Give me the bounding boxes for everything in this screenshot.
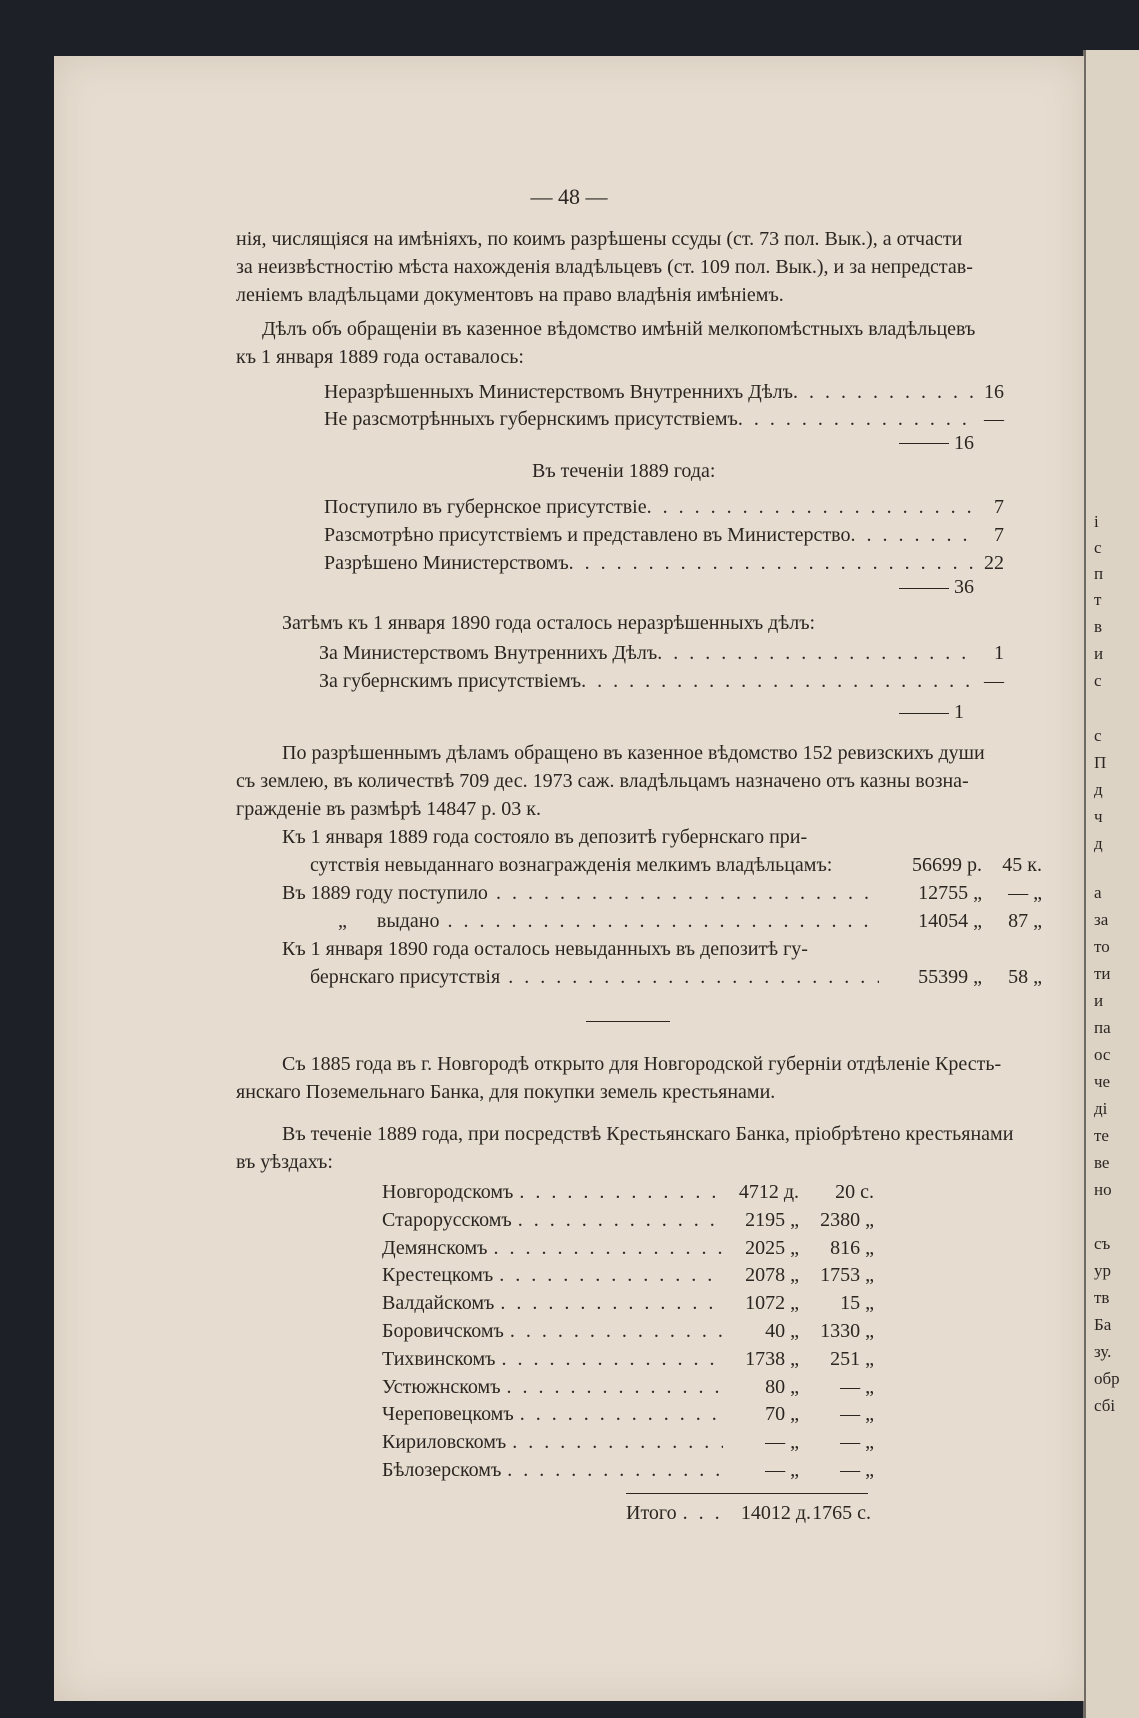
during-item-2-label: Разсмотрѣно присутствіемъ и представлено въ Министерство — [324, 524, 851, 546]
facing-page-fragment: па — [1094, 1018, 1111, 1037]
facing-page-fragment: т — [1094, 590, 1102, 609]
end-total: 1 — [954, 701, 964, 723]
purchase-des: 4712 д. — [738, 1181, 799, 1203]
start-item-2-value: — — [984, 408, 1004, 430]
leader-dots — [510, 1320, 723, 1343]
end-item-2 — [319, 670, 1004, 693]
purchase-row — [382, 1237, 874, 1260]
start-item-1-value: 16 — [984, 381, 1004, 403]
facing-page-fragment: и — [1094, 644, 1104, 663]
purchase-row — [382, 1181, 874, 1204]
purchase-sazh: — „ — [840, 1403, 874, 1426]
purchase-des: 70 „ — [765, 1403, 799, 1426]
leader-dots — [569, 552, 974, 575]
purchase-line-2: въ уѣздахъ: — [236, 1151, 333, 1173]
leader-dots — [519, 1181, 723, 1204]
end-line: Затѣмъ къ 1 января 1890 года осталось неразрѣшенныхъ дѣлъ: — [282, 612, 816, 634]
leader-dots — [448, 910, 879, 933]
leader-dots — [657, 642, 974, 665]
intro-line-2: за неизвѣстностію мѣста нахожденія владѣльцевъ (ст. 109 пол. Вык.), и за непредстав- — [236, 256, 973, 278]
purchase-sazh: — „ — [840, 1431, 874, 1454]
purchase-sazh: 20 с. — [835, 1181, 874, 1203]
purchase-sazh: — „ — [840, 1459, 874, 1481]
facing-page-fragment: ур — [1094, 1261, 1111, 1280]
facing-page-fragment: ос — [1094, 1045, 1111, 1064]
deposit-row-3-rub: 14054 „ — [918, 910, 982, 932]
purchase-row — [382, 1403, 874, 1426]
facing-page-fragment: в — [1094, 617, 1103, 636]
bank-line-1: Съ 1885 года въ г. Новгородѣ открыто для Новгородской губерніи отдѣленіе Кресть- — [282, 1053, 1002, 1075]
deposit-row-4-label: бернскаго присутствія — [310, 966, 501, 988]
leader-dots — [581, 670, 974, 693]
facing-page-fragment: П — [1094, 753, 1107, 772]
total-rule — [626, 1493, 868, 1494]
document-page — [54, 56, 1084, 1701]
deposit-row-3-kop: 87 „ — [1008, 910, 1042, 932]
facing-page-fragment: д — [1094, 780, 1103, 799]
purchase-total-label: Итого — [626, 1502, 677, 1524]
facing-page-fragment: и — [1094, 991, 1104, 1010]
facing-page-fragment: съ — [1094, 1234, 1111, 1253]
during-item-2-value: 7 — [994, 524, 1004, 546]
leader-dots — [496, 882, 879, 905]
deposit-line-1: Къ 1 января 1889 года состояло въ депозитѣ губернскаго при- — [282, 826, 808, 848]
deposit-row-3-label: „ выдано — [338, 910, 440, 932]
page-number: — 48 — — [530, 184, 608, 209]
facing-page-fragment: тв — [1094, 1288, 1110, 1307]
purchase-row — [382, 1320, 874, 1343]
deposit-row-1-rub: 56699 р. — [912, 854, 982, 876]
purchase-des: 40 „ — [765, 1320, 799, 1342]
start-item-2 — [324, 408, 1004, 431]
during-item-1-label: Поступило въ губернское присутствіе — [324, 496, 647, 518]
during-total: 36 — [954, 576, 974, 598]
deposit-row-2-label: Въ 1889 году поступило — [282, 882, 488, 904]
end-item-1 — [319, 642, 1004, 665]
purchase-des: 80 „ — [765, 1375, 799, 1398]
cases-intro-line-2: къ 1 января 1889 года оставалось: — [236, 346, 524, 368]
intro-line-1: нія, числящіяся на имѣніяхъ, по коимъ разрѣшены ссуды (ст. 73 пол. Вык.), а отчасти — [236, 228, 963, 250]
deposit-row-1-label: сутствія невыданнаго вознагражденія мелкимъ владѣльцамъ: — [310, 854, 833, 876]
sum-rule — [899, 588, 949, 589]
purchase-district: Бѣлозерскомъ — [382, 1459, 502, 1481]
purchase-row — [382, 1348, 874, 1371]
deposit-row-2-kop: — „ — [1008, 882, 1042, 904]
leader-dots — [738, 408, 974, 431]
facing-page-fragment: п — [1094, 564, 1104, 583]
deposit-row-4-rub: 55399 „ — [918, 966, 982, 988]
cases-intro-line-1: Дѣлъ объ обращеніи въ казенное вѣдомство имѣній мелкопомѣстныхъ владѣльцевъ — [262, 318, 976, 340]
purchase-district: Кириловскомъ — [382, 1431, 507, 1454]
leader-dots — [512, 1431, 723, 1454]
purchase-sazh: 251 „ — [830, 1347, 874, 1370]
facing-page-fragment: с — [1094, 538, 1102, 557]
facing-page-fragment: сбі — [1094, 1396, 1116, 1415]
purchase-district: Старорусскомъ — [382, 1208, 512, 1231]
facing-page-fragment: ти — [1094, 964, 1111, 983]
purchase-row — [382, 1376, 874, 1399]
facing-page-fragment: і — [1094, 512, 1099, 531]
deposit-line-end: Къ 1 января 1890 года осталось невыданныхъ въ депозитѣ гу- — [282, 938, 808, 960]
purchase-total-sazh: 1765 с. — [812, 1502, 871, 1524]
purchase-district: Тихвинскомъ — [382, 1347, 496, 1370]
purchase-row — [382, 1209, 874, 1232]
section-divider — [586, 1021, 670, 1022]
purchase-des: 2195 „ — [745, 1208, 799, 1231]
facing-page-fragment: а — [1094, 883, 1102, 902]
start-item-1 — [324, 381, 1004, 404]
purchase-row — [382, 1431, 874, 1454]
facing-page-fragment: с — [1094, 726, 1102, 745]
sum-rule — [899, 713, 949, 714]
purchase-sazh: — „ — [840, 1375, 874, 1398]
resolved-line-3: гражденіе въ размѣрѣ 14847 р. 03 к. — [236, 798, 541, 820]
purchase-des: 2078 „ — [745, 1264, 799, 1287]
deposit-row-4-kop: 58 „ — [1008, 966, 1042, 988]
facing-page-fragment: обр — [1094, 1369, 1120, 1388]
purchase-line-1: Въ теченіе 1889 года, при посредствѣ Крестьянскаго Банка, пріобрѣтено крестьянами — [282, 1123, 1014, 1145]
purchase-total-des: 14012 д. — [740, 1502, 811, 1524]
purchase-sazh: 2380 „ — [820, 1208, 874, 1231]
purchase-des: — „ — [765, 1431, 799, 1454]
end-item-2-value: — — [984, 670, 1004, 692]
purchase-district: Устюжнскомъ — [382, 1375, 501, 1398]
purchase-district: Боровичскомъ — [382, 1320, 504, 1342]
purchase-district: Крестецкомъ — [382, 1264, 494, 1287]
resolved-line-1: По разрѣшеннымъ дѣламъ обращено въ казенное вѣдомство 152 ревизскихъ души — [282, 742, 985, 764]
leader-dots — [683, 1502, 725, 1525]
purchase-district: Новгородскомъ — [382, 1181, 514, 1203]
leader-dots — [499, 1264, 723, 1287]
leader-dots — [500, 1292, 723, 1315]
facing-page-fragment: те — [1094, 1126, 1109, 1145]
purchase-district: Череповецкомъ — [382, 1403, 514, 1426]
purchase-sazh: 1753 „ — [820, 1264, 874, 1287]
end-item-1-label: За Министерствомъ Внутреннихъ Дѣлъ — [319, 642, 658, 664]
during-item-3 — [324, 552, 1004, 575]
facing-page-fragment: ч — [1094, 807, 1103, 826]
deposit-row-4 — [282, 966, 1042, 989]
during-item-3-value: 22 — [984, 552, 1004, 574]
resolved-line-2: съ землею, въ количествѣ 709 дес. 1973 саж. владѣльцамъ назначено отъ казны возна- — [236, 770, 969, 792]
deposit-row-2-rub: 12755 „ — [918, 882, 982, 904]
facing-page-fragment: ве — [1094, 1153, 1110, 1172]
purchase-row — [382, 1459, 874, 1482]
during-item-2 — [324, 524, 1004, 547]
purchase-des: 1738 „ — [745, 1347, 799, 1370]
facing-page-fragment: но — [1094, 1180, 1112, 1199]
facing-page-edge — [1083, 50, 1139, 1718]
purchase-sazh: 15 „ — [840, 1292, 874, 1315]
purchase-district: Демянскомъ — [382, 1236, 488, 1259]
start-item-1-label: Неразрѣшенныхъ Министерствомъ Внутреннихъ Дѣлъ — [324, 381, 794, 403]
facing-page-fragment: ді — [1094, 1099, 1108, 1118]
leader-dots — [507, 1376, 723, 1399]
purchase-sazh: 816 „ — [830, 1236, 874, 1259]
during-item-3-label: Разрѣшено Министерствомъ — [324, 552, 569, 574]
leader-dots — [501, 1348, 723, 1371]
deposit-row-2 — [282, 882, 1042, 905]
sum-rule — [899, 443, 949, 444]
end-item-2-label: За губернскимъ присутствіемъ — [319, 670, 582, 692]
during-heading: Въ теченіи 1889 года: — [532, 460, 716, 482]
facing-page-fragment: д — [1094, 834, 1103, 853]
deposit-row-1 — [282, 854, 1042, 877]
during-item-1 — [324, 496, 1004, 519]
during-item-1-value: 7 — [994, 496, 1004, 518]
purchase-row — [382, 1292, 874, 1315]
start-item-2-label: Не разсмотрѣнныхъ губернскимъ присутствіемъ — [324, 408, 738, 430]
purchase-des: 1072 „ — [745, 1292, 799, 1315]
intro-line-3: леніемъ владѣльцами документовъ на право владѣнія имѣніемъ. — [236, 284, 784, 306]
facing-page-fragment: Ба — [1094, 1315, 1112, 1334]
leader-dots — [850, 524, 974, 547]
leader-dots — [793, 381, 974, 404]
facing-page-fragment: че — [1094, 1072, 1111, 1091]
deposit-row-3 — [282, 910, 1042, 933]
end-item-1-value: 1 — [994, 642, 1004, 664]
purchase-sazh: 1330 „ — [820, 1320, 874, 1342]
leader-dots — [518, 1209, 723, 1232]
facing-page-fragment: за — [1094, 910, 1109, 929]
bank-line-2: янскаго Поземельнаго Банка, для покупки земель крестьянами. — [236, 1081, 776, 1103]
start-total: 16 — [954, 432, 974, 454]
leader-dots — [647, 496, 974, 519]
leader-dots — [494, 1237, 723, 1260]
purchase-des: 2025 „ — [745, 1236, 799, 1259]
facing-page-fragment: зу. — [1094, 1342, 1112, 1361]
leader-dots — [508, 966, 879, 989]
deposit-row-1-kop: 45 к. — [1002, 854, 1042, 876]
purchase-row — [382, 1264, 874, 1287]
purchase-total-row — [626, 1502, 871, 1525]
facing-page-fragment: то — [1094, 937, 1110, 956]
leader-dots — [507, 1459, 723, 1482]
facing-page-fragment: с — [1094, 671, 1102, 690]
purchase-district: Валдайскомъ — [382, 1292, 495, 1315]
purchase-des: — „ — [765, 1459, 799, 1481]
leader-dots — [520, 1403, 723, 1426]
